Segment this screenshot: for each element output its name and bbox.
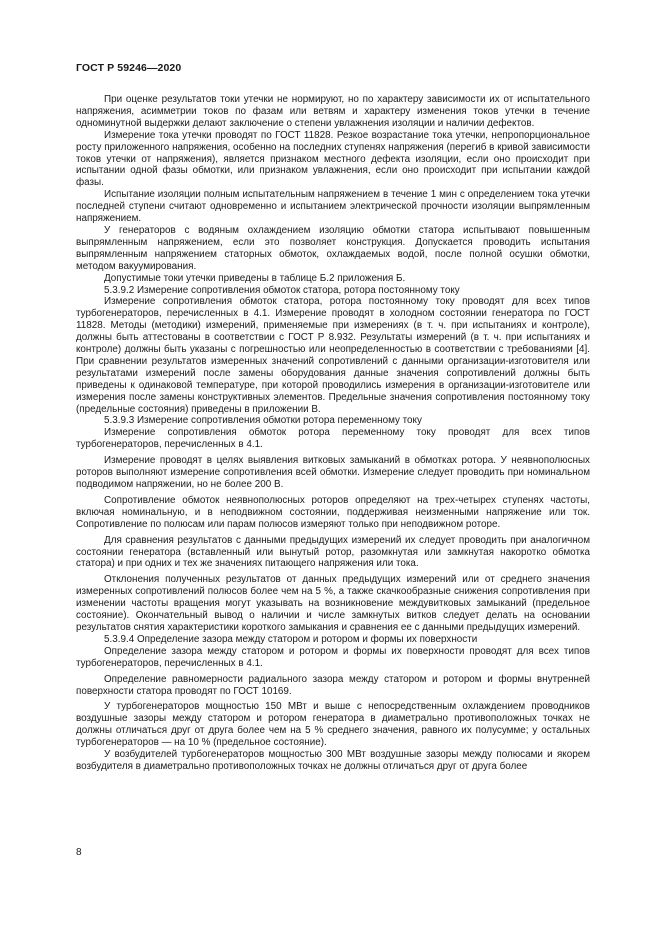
document-body	[76, 94, 590, 773]
paragraph-dc-resistance: Измерение сопротивления обмоток статора, ротора постоянному току проводят для всех типов турбогенераторов, перечисленных в 4.1. Измерение проводят в холодном состоянии генератора по ГОСТ 11828. Методы (методики) измерений, применяемые при измерениях (в т. ч. при испытаниях и контроле), должны быть аттестованы в соответствии с ГОСТ Р 8.932. Результаты измерений (в т. ч. при испытаниях и контроле) должны быть указаны с погрешностью или неопределенностью в соответствии с требованиями [4]. При сравнении результатов измеренных значений сопротивлений с данными организации-изготовителя или результатами измерений после замены оборудования данные значения сопротивлений должны быть приведены к одинаковой температуре, при которой проводились измерения в организации-изготовителе или измерения после замены конструктивных элементов. Предельные значения сопротивления постоянному току (предельные состояния) приведены в приложении В.	[76, 296, 590, 415]
paragraph-comparison-conditions: Для сравнения результатов с данными предыдущих измерений их следует проводить при аналогичном состоянии генератора (вставленный или вынутый ротор, разомкнутая или замкнутая накоротко обмотка статора) и при одних и тех же значениях питающего напряжения или тока.	[76, 534, 590, 570]
paragraph-full-voltage-test: Испытание изоляции полным испытательным напряжением в течение 1 мин с определением тока утечки последней ступени считают одновременно и испытанием электрической прочности изоляции выпрямленным напряжением.	[76, 189, 590, 225]
paragraph-deviation-limits: Отклонения полученных результатов от данных предыдущих измерений или от среднего значения измеренных сопротивлений полюсов более чем на 5 %, а также скачкообразные снижения сопротивления при изменении частоты вращения могут указывать на возникновение междувитковых замыканий (предельное состояние). Окончательный вывод о наличии и числе замкнутых витков следует делать на основании результатов снятия характеристики короткого замыкания и сравнения ее с данными предыдущих измерений.	[76, 574, 590, 633]
paragraph-gap-limits-150mw: У турбогенераторов мощностью 150 МВт и выше с непосредственным охлаждением проводников воздушные зазоры между статором и ротором генератора в диаметрально противоположных точках не должны отличаться друг от друга более чем на 5 % среднего значения, равного их полусумме; у остальных турбогенераторов — на 10 % (предельное состояние).	[76, 701, 590, 749]
section-heading-5-3-9-3: 5.3.9.3 Измерение сопротивления обмотки ротора переменному току	[104, 415, 422, 427]
section-heading-5-3-9-2: 5.3.9.2 Измерение сопротивления обмоток статора, ротора постоянному току	[104, 284, 460, 296]
paragraph-rotor-frequency-steps: Сопротивление обмоток неявнополюсных роторов определяют на трех-четырех ступенях частоты, включая номинальную, и в неподвижном состоянии, поддерживая неизменными напряжение или ток. Сопротивление по полюсам или парам полюсов измеряют только при неподвижном роторе.	[76, 494, 590, 530]
paragraph-ac-resistance-purpose: Измерение проводят в целях выявления витковых замыканий в обмотках ротора. У неявнополюсных роторов выполняют измерение сопротивления всей обмотки. Измерение следует проводить при номинальном подводимом напряжении, но не более 200 В.	[76, 455, 590, 490]
paragraph-water-cooled-generators: У генераторов с водяным охлаждением изоляцию обмотки статора испытывают повышенным выпрямленным напряжением, если это позволяет конструкция. Допускается проводить испытания выпрямленным напряжением статорных обмоток, охлаждаемых водой, после полной осушки обмотки, методом вакуумирования.	[76, 224, 590, 272]
section-heading-5-3-9-4: 5.3.9.4 Определение зазора между статором и ротором и формы их поверхности	[104, 633, 478, 645]
paragraph-allowed-leakage: Допустимые токи утечки приведены в таблице Б.2 приложения Б.	[104, 272, 406, 284]
paragraph-leakage-assessment: При оценке результатов токи утечки не нормируют, но по характеру зависимости их от испытательного напряжения, асимметрии токов по фазам или ветвям и характеру изменения токов утечки в течение одноминутной выдержки делают заключение о степени увлажнения изоляции и наличии дефектов.	[76, 94, 590, 129]
page-number: 8	[76, 847, 82, 858]
paragraph-leakage-measurement: Измерение тока утечки проводят по ГОСТ 11828. Резкое возрастание тока утечки, непропорциональное росту приложенного напряжения, особенно на последних ступенях напряжения (перегиб в кривой зависимости токов утечки от напряжения), является признаком местного дефекта изоляции, если оно происходит при испытании одной фазы обмотки, или признаком увлажнения, если оно происходит при испытании каждой фазы.	[76, 129, 590, 189]
paragraph-gap-scope: Определение зазора между статором и ротором и формы их поверхности проводят для всех типов турбогенераторов, перечисленных в 4.1.	[76, 645, 590, 669]
paragraph-ac-resistance-scope: Измерение сопротивления обмоток ротора переменному току проводят для всех типов турбогенераторов, перечисленных в 4.1.	[76, 427, 590, 451]
paragraph-gap-uniformity: Определение равномерности радиального зазора между статором и ротором и формы внутренней поверхности статора проводят по ГОСТ 10169.	[76, 673, 590, 697]
paragraph-exciter-gaps: У возбудителей турбогенераторов мощностью 300 МВт воздушные зазоры между полюсами и якорем возбудителя в диаметрально противоположных точках не должны отличаться друг от друга более	[76, 749, 590, 772]
document-code-header: ГОСТ Р 59246—2020	[76, 62, 182, 74]
